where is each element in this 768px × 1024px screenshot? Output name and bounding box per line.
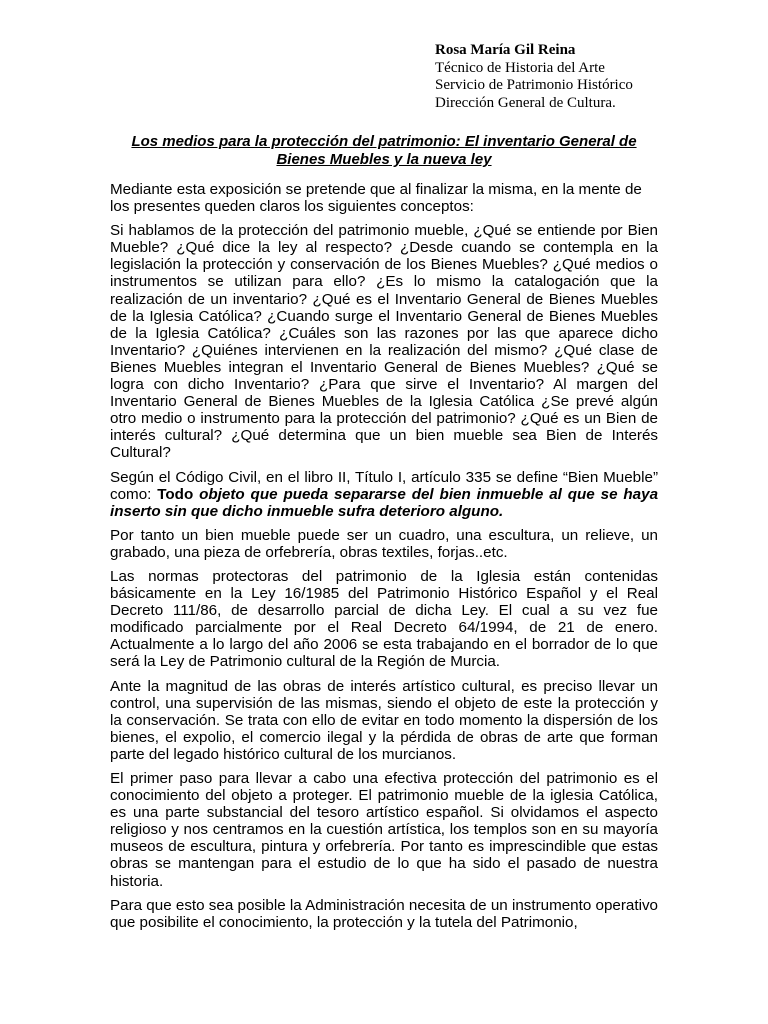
author-directorate: Dirección General de Cultura. — [435, 94, 616, 111]
author-service: Servicio de Patrimonio Histórico — [435, 77, 633, 93]
paragraph-3 — [110, 469, 658, 520]
paragraph-8: Para que esto sea posible la Administración necesita de un instrumento operativo que posibilite el conocimiento, la protección y la tutela del Patrimonio, — [110, 896, 658, 931]
paragraph-3-definition: objeto que pueda separarse del bien inmueble al que se haya inserto sin que dicho inmueble sufra deterioro alguno. — [110, 485, 659, 520]
paragraph-5: Las normas protectoras del patrimonio de la Iglesia están contenidas básicamente en la Ley 16/1985 del Patrimonio Histórico Español y el Real Decreto 111/86, de desarrollo parcial de dicha Ley. El cual a su vez fue modificado parcialmente por el Real Decreto 64/1994, de 21 de enero. Actualmente a lo largo del año 2006 se esta trabajando en el borrador de lo que será la Ley de Patrimonio cultural de la Región de Murcia. — [110, 567, 658, 671]
author-name: Rosa María Gil Reina — [435, 42, 576, 58]
author-position: Técnico de Historia del Arte — [435, 59, 605, 76]
paragraph-3-intro: Según el Código Civil, en el libro II, Título I, artículo 335 se define “Bien Mueble” como: — [110, 468, 658, 503]
author-block — [435, 42, 633, 112]
paragraph-4: Por tanto un bien mueble puede ser un cuadro, una escultura, un relieve, un grabado, una pieza de orfebrería, obras textiles, forjas..etc. — [110, 526, 658, 561]
paragraph-2: Si hablamos de la protección del patrimonio mueble, ¿Qué se entiende por Bien Mueble? ¿Qué dice la ley al respecto? ¿Desde cuando se contempla en la legislación la protección y conservación de los Bienes Muebles? ¿Qué medios o instrumentos se utilizan para ello? ¿Es lo mismo la catalogación que la realización de un inventario? ¿Qué es el Inventario General de Bienes Muebles de la Iglesia Católica? ¿Cuando surge el Inventario General de Bienes Muebles de la Iglesia Católica? ¿Cuáles son las razones por las que aparece dicho Inventario? ¿Quiénes intervienen en la realización del mismo? ¿Qué clase de Bienes Muebles integran el Inventario General de Bienes Muebles? ¿Qué se logra con dicho Inventario? ¿Para que sirve el Inventario? Al margen del Inventario General de Bienes Muebles de la Iglesia Católica ¿Se prevé algún otro medio o instrumento para la protección del patrimonio? ¿Qué es un Bien de interés cultural? ¿Qué determina que un bien mueble sea Bien de Interés Cultural? — [110, 222, 658, 462]
paragraph-7: El primer paso para llevar a cabo una efectiva protección del patrimonio es el conocimiento del objeto a proteger. El patrimonio mueble de la iglesia Católica, es una parte substancial del tesoro artístico español. Si olvidamos el aspecto religioso y nos centramos en la cuestión artística, los templos son en su mayoría museos de escultura, pintura y orfebrería. Por tanto es imprescindible que estas obras se mantengan para el estudio de lo que ha sido el pasado de nuestra historia. — [110, 770, 658, 890]
document-body — [110, 181, 658, 938]
paragraph-6: Ante la magnitud de las obras de interés artístico cultural, es preciso llevar un control, una supervisión de las mismas, siendo el objeto de este la protección y la conservación. Se trata con ello de evitar en todo momento la dispersión de los bienes, el expolio, el comercio ilegal y la pérdida de obras de arte que forman parte del legado histórico cultural de los murcianos. — [110, 677, 658, 763]
paragraph-3-bold: Todo — [157, 485, 200, 503]
paragraph-1: Mediante esta exposición se pretende que al finalizar la misma, en la mente de los presentes queden claros los siguientes conceptos: — [110, 181, 642, 216]
document-title: Los medios para la protección del patrimonio: El inventario General de Bienes Muebles y la nueva ley — [131, 133, 637, 168]
